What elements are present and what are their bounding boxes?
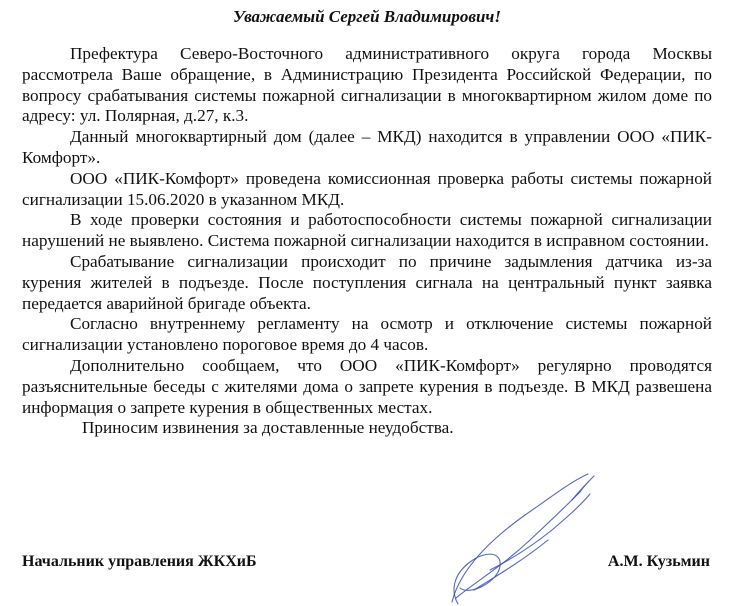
paragraph-appeal-review: Префектура Северо-Восточного административного округа города Москвы рассмотрела Ваше обращение, в Администрацию Президента Российской Федерации, по вопросу срабатывания системы пожарной сигнализации в многоквартирном жилом доме по адресу: ул. Полярная, д.27, к.3. bbox=[22, 44, 712, 126]
signatory-title: Начальник управления ЖКХиБ bbox=[22, 553, 257, 570]
paragraph-management-company: Данный многоквартирный дом (далее – МКД) находится в управлении ООО «ПИК-Комфорт». bbox=[22, 127, 712, 167]
paragraph-additional-info: Дополнительно сообщаем, что ООО «ПИК-Комфорт» регулярно проводятся разъяснительные беседы с жителями дома о запрете курения в подъезде. В МКД развешена информация о запрете курения в общественных местах. bbox=[22, 355, 712, 417]
paragraph-inspection-result: В ходе проверки состояния и работоспособности системы пожарной сигнализации нарушений не выявлено. Система пожарной сигнализации находится в исправном состоянии. bbox=[22, 210, 712, 251]
handwritten-signature bbox=[430, 470, 600, 606]
letter-body bbox=[22, 44, 712, 439]
paragraph-alarm-cause: Срабатывание сигнализации происходит по причине задымления датчика из-за курения жителей в подъезде. После поступления сигнала на центральный пункт заявка передается аварийной бригаде объекта. bbox=[22, 251, 712, 313]
paragraph-apology: Приносим извинения за доставленные неудобства. bbox=[82, 418, 454, 438]
paragraph-regulation: Согласно внутреннему регламенту на осмотр и отключение системы пожарной сигнализации установлено пороговое время до 4 часов. bbox=[22, 314, 712, 355]
signatory-name: А.М. Кузьмин bbox=[607, 553, 710, 570]
paragraph-inspection: ООО «ПИК-Комфорт» проведена комиссионная проверка работы системы пожарной сигнализации 15.06.2020 в указанном МКД. bbox=[22, 168, 712, 209]
letter-greeting: Уважаемый Сергей Владимирович! bbox=[233, 7, 501, 26]
